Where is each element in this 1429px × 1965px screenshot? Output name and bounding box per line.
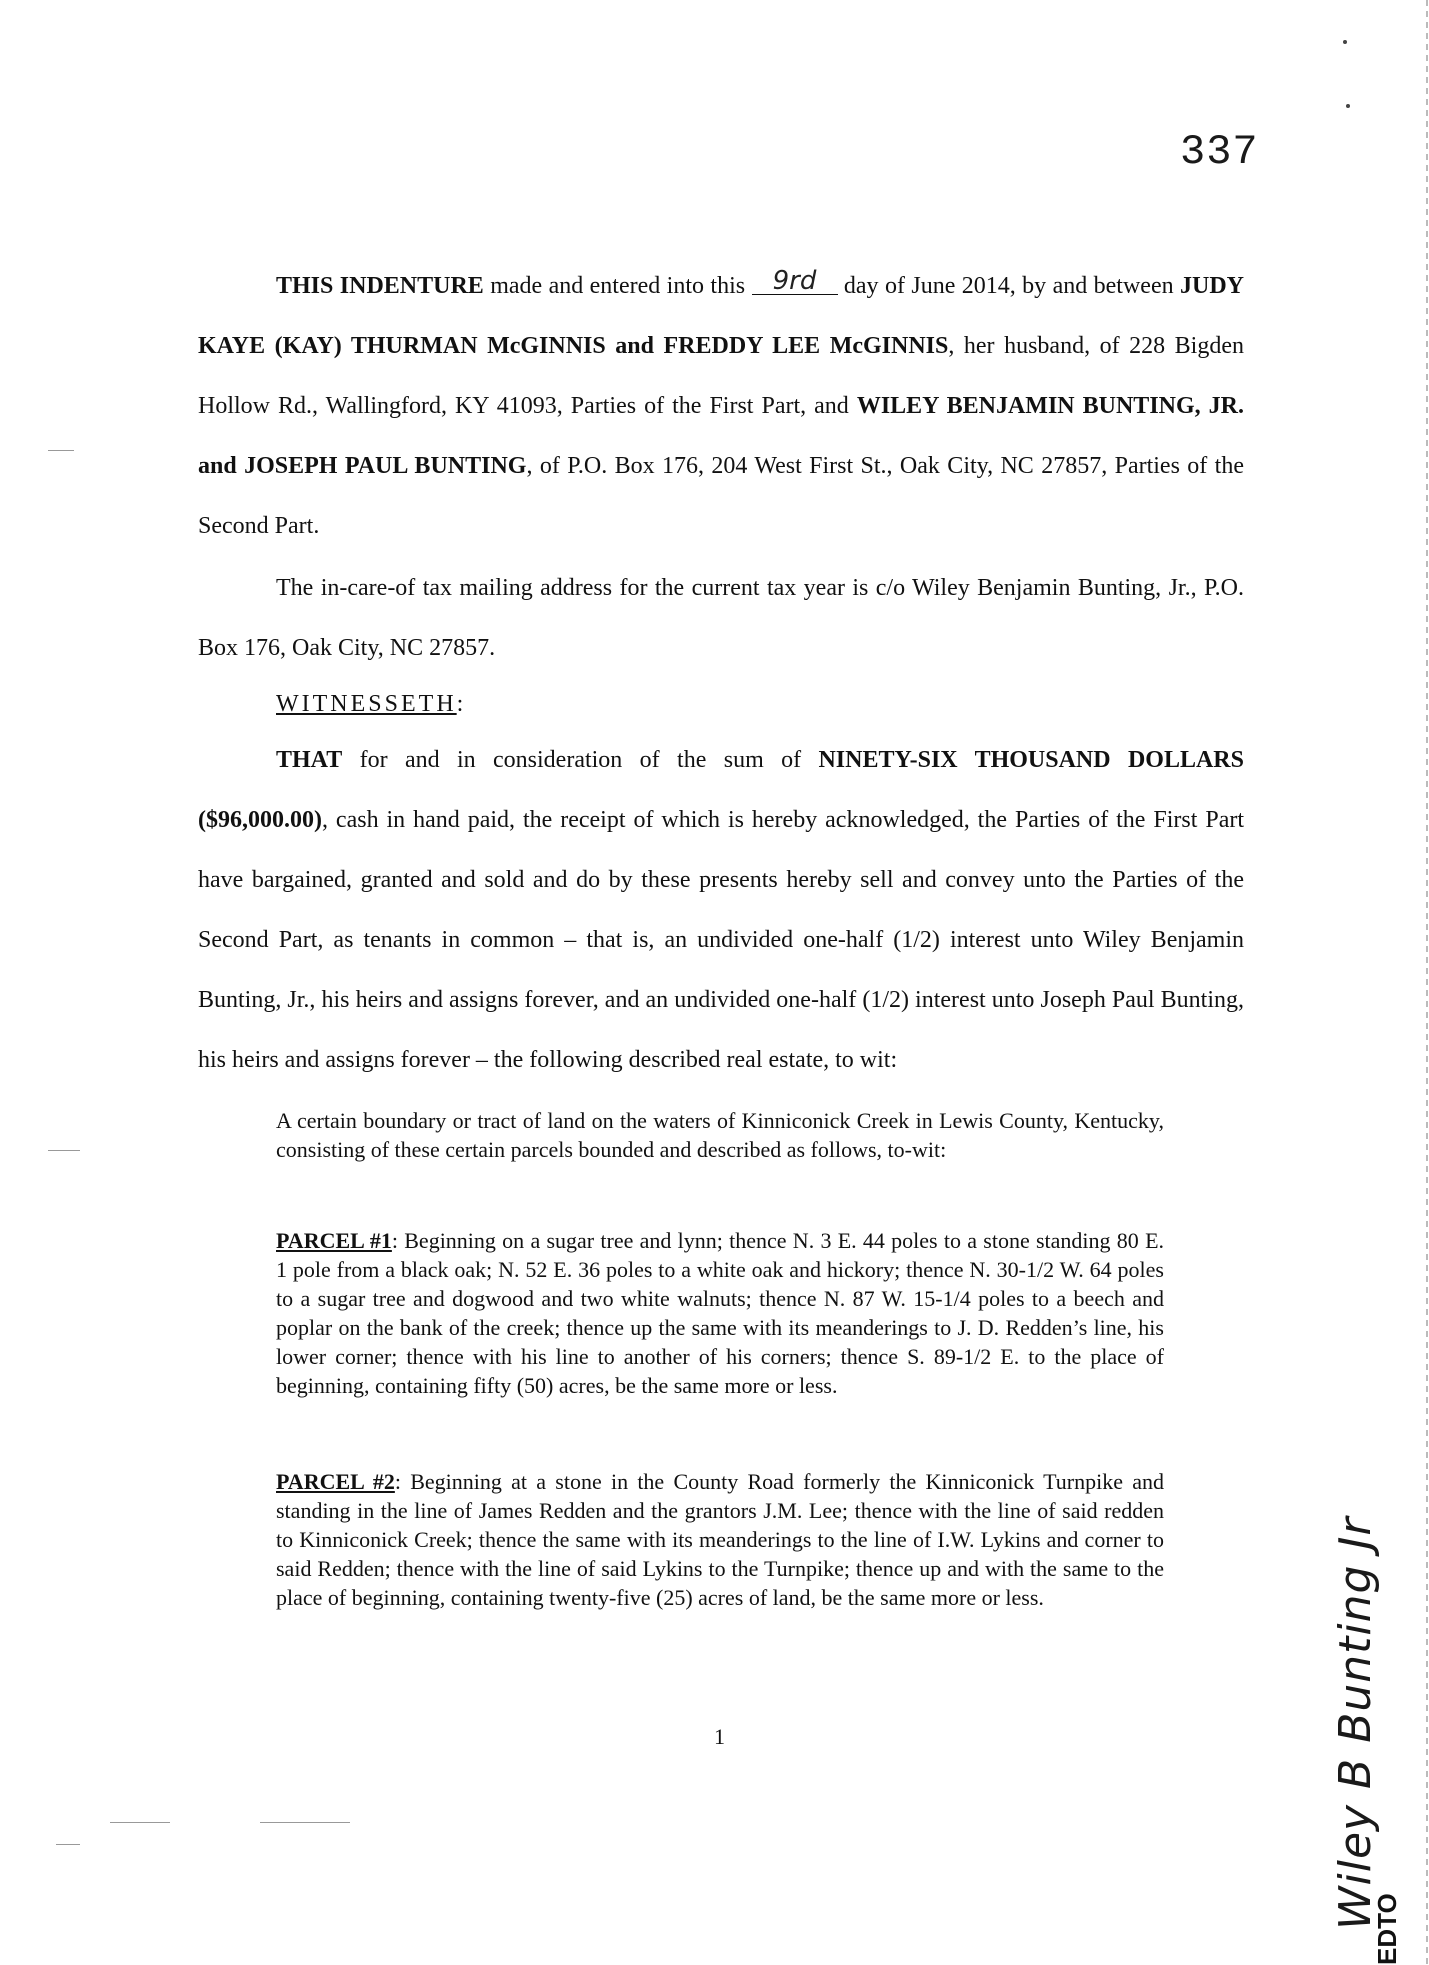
scan-artifact xyxy=(48,1150,80,1151)
margin-signature: Wiley B Bunting Jr xyxy=(1330,1516,1381,1930)
consideration-lead: THAT xyxy=(276,747,343,773)
tract-description: A certain boundary or tract of land on the waters of Kinniconick Creek in Lewis County, Kentucky, consisting of these certain parcels bounded and described as follows, to-wit: xyxy=(276,1108,1164,1162)
parcel-1-description xyxy=(276,1226,1164,1400)
tax-address-text: The in-care-of tax mailing address for the current tax year is c/o Wiley Benjamin Bunting, Jr., P.O. Box 176, Oak City, NC 27857. xyxy=(198,575,1244,661)
record-page-number: 337 xyxy=(1180,128,1259,176)
first-party-names: JUDY KAYE (KAY) THURMAN McGINNIS and FREDDY LEE McGINNIS xyxy=(198,273,1244,359)
indenture-text-c: , her husband, of 228 Bigden Hollow Rd., Wallingford, KY 41093, Parties of the First Part, and xyxy=(198,333,1245,419)
indenture-lead: THIS INDENTURE xyxy=(276,273,484,299)
page-edge-scan-line xyxy=(1426,0,1428,1965)
scan-artifact xyxy=(1343,40,1347,44)
footer-page-number: 1 xyxy=(714,1724,725,1749)
scan-artifact xyxy=(1346,104,1350,108)
scan-artifact xyxy=(56,1844,80,1845)
consideration-text-a: for and in consideration of the sum of xyxy=(342,747,819,773)
scan-artifact xyxy=(110,1822,170,1823)
witnesseth-heading xyxy=(276,674,466,734)
indenture-text-b: day of June 2014, by and between xyxy=(837,273,1180,299)
indenture-paragraph xyxy=(198,256,1244,556)
consideration-text-b: , cash in hand paid, the receipt of which is hereby acknowledged, the Parties of the First Part have bargained, granted and sold and do by these presents hereby sell and convey unto the Parties of the Second Part, as tenants in common – that is, an undivided one-half (1/2) interest unto Wiley Benjamin Bunting, Jr., his heirs and assigns forever, and an undivided one-half (1/2) interest unto Joseph Paul Bunting, his heirs and assigns forever – the following described real estate, to wit: xyxy=(198,807,1244,1073)
margin-stamp: EDTO xyxy=(1372,1893,1402,1965)
parcel-1-label: PARCEL #1 xyxy=(276,1228,392,1253)
second-party-names: WILEY BENJAMIN BUNTING, JR. and JOSEPH PAUL BUNTING xyxy=(198,393,1244,479)
witnesseth-heading-text: WITNESSETH xyxy=(276,691,457,717)
scan-artifact xyxy=(48,450,74,451)
witnesseth-colon: : xyxy=(456,691,467,717)
scan-artifact xyxy=(260,1822,350,1823)
indenture-text-d: , of P.O. Box 176, 204 West First St., Oak City, NC 27857, Parties of the Second Part. xyxy=(198,453,1244,539)
parcel-2-label: PARCEL #2 xyxy=(276,1469,395,1494)
indenture-text-a: made and entered into this xyxy=(483,273,752,299)
consideration-paragraph xyxy=(198,730,1244,1090)
parcel-1-text: : Beginning on a sugar tree and lynn; thence N. 3 E. 44 poles to a stone standing 80 E. 1 pole from a black oak; N. 52 E. 36 poles to a white oak and hickory; thence N. 30-1/2 W. 64 poles to a sugar tree and dogwood and two white walnuts; thence N. 87 W. 15-1/4 poles to a beech and poplar on the bank of the creek; thence up the same with its meanderings to J. D. Redden’s line, his lower corner; thence with his line to another of his corners; thence S. 89-1/2 E. to the place of beginning, containing fifty (50) acres, be the same more or less. xyxy=(276,1228,1165,1398)
tax-address-paragraph xyxy=(198,558,1244,678)
handwritten-date: 9rd xyxy=(752,270,838,295)
consideration-amount: NINETY-SIX THOUSAND DOLLARS ($96,000.00) xyxy=(198,747,1244,833)
parcel-2-description xyxy=(276,1467,1164,1612)
parcel-2-text: : Beginning at a stone in the County Road formerly the Kinniconick Turnpike and standing in the line of James Redden and the grantors J.M. Lee; thence with the line of said redden to Kinniconick Creek; thence the same with its meanderings to the line of I.W. Lykins and corner to said Redden; thence with the line of said Lykins to the Turnpike; thence up and with the same to the place of beginning, containing twenty-five (25) acres of land, be the same more or less. xyxy=(276,1469,1164,1610)
